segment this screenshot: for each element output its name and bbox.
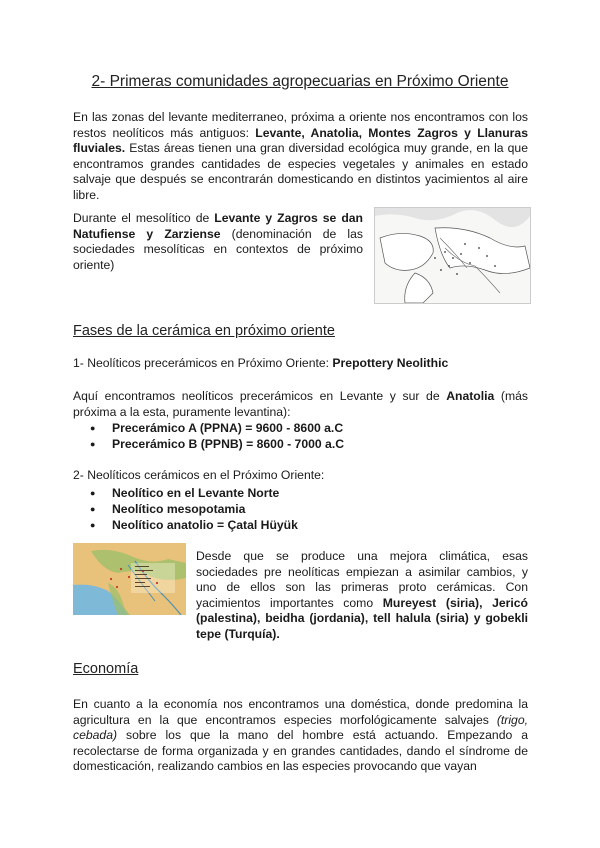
list-item: ● Precerámico B (PPNB) = 8600 - 7000 a.C (90, 436, 344, 452)
mesolithic-paragraph: Durante el mesolítico de Levante y Zagros se dan Natufiense y Zarziense (denominación de las sociedades mesolíticas en contextos de próximo oriente) (73, 211, 363, 272)
aqui-paragraph: Aquí encontramos neolíticos precerámicos en Levante y sur de Anatolia (más próxima a la esta, puramente levantina): (73, 389, 528, 419)
near-east-outline-map (374, 207, 531, 304)
intro-paragraph: En las zonas del levante mediterraneo, próxima a oriente nos encontramos con los restos neolíticos más antiguos: Levante, Anatolia, Montes Zagros y Llanuras fluviales. Estas áreas tienen una gran diversidad ecológica muy grande, en la que encontramos grandes cantidades de especies vegetales y animales en estado salvaje que después se encontrarán domesticando en distintos yacimientos al aire libre. (73, 110, 528, 202)
page-title: 2- Primeras comunidades agropecuarias en Próximo Oriente (91, 73, 509, 90)
list-item: ● Precerámico A (PPNA) = 9600 - 8600 a.C (90, 420, 344, 436)
phase2-line: 2- Neolíticos cerámicos en el Próximo Oriente: (73, 468, 325, 482)
list-item: ● Neolítico mesopotamia (90, 501, 298, 517)
section-heading-economia: Economía (73, 661, 139, 677)
desde-paragraph: Desde que se produce una mejora climática, esas sociedades pre neolíticas empiezan a asimilar cambios, y uno de ellos son las primeras proto cerámicas. Con yacimientos importantes como Mureyest (siria), Jericó (palestina), beidha (jordania), tell halula (siria) y gobekli tepe (Turquía). (196, 549, 528, 641)
ceramic-list (90, 485, 298, 533)
list-item: ● Neolítico en el Levante Norte (90, 485, 298, 501)
phase1-line: 1- Neolíticos precerámicos en Próximo Oriente: Prepottery Neolithic (73, 356, 449, 370)
ppn-list (90, 420, 344, 452)
section-heading-phases: Fases de la cerámica en próximo oriente (73, 323, 335, 339)
list-item: ● Neolítico anatolio = Çatal Hüyük (90, 517, 298, 533)
economia-paragraph: En cuanto a la economía nos encontramos una doméstica, donde predomina la agricultura en la que encontramos especies morfológicamente salvajes (trigo, cebada) sobre los que la mano del hombre está actuando. Empezando a recolectarse de forma organizada y en grandes cantidades, dando el síndrome de domesticación, realizando cambios en las especies provocando que vayan (73, 697, 528, 774)
fertile-crescent-map (73, 543, 186, 615)
